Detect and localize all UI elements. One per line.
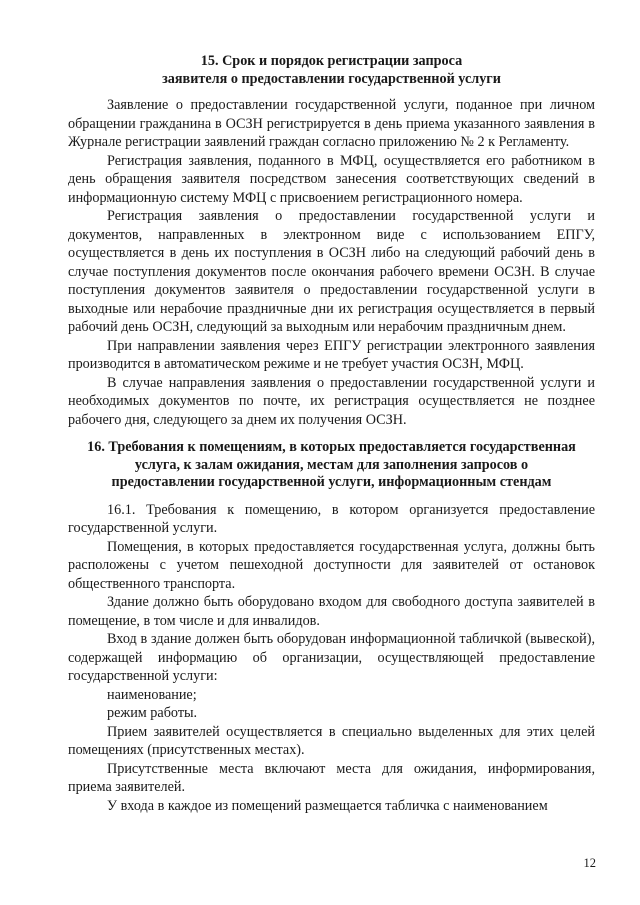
paragraph: Помещения, в которых предоставляется государственная услуга, должны быть расположены с учетом пешеходной доступности для заявителей от остановок общественного транспорта. [68,538,595,592]
section-16-title [68,439,595,492]
paragraph: При направлении заявления через ЕПГУ регистрации электронного заявления производится в автоматическом режиме и не требует участия ОСЗН, МФЦ. [68,337,595,372]
section-16 [68,439,595,815]
paragraph: Здание должно быть оборудовано входом для свободного доступа заявителей в помещение, в том числе и для инвалидов. [68,594,595,629]
paragraph: Присутственные места включают места для ожидания, информирования, приема заявителей. [68,760,595,795]
section-15-title-line-2: заявителя о предоставлении государственной услуги [162,71,501,87]
page-number: 12 [583,856,596,870]
paragraph: У входа в каждое из помещений размещается табличка с наименованием [107,797,548,814]
section-16-title-line-1: 16. Требования к помещениям, в которых предоставляется государственная [87,439,576,455]
list-item: наименование; [107,686,197,703]
document-page [68,52,595,815]
section-15-title [68,52,595,88]
section-15-title-line-1: 15. Срок и порядок регистрации запроса [200,53,463,69]
paragraph: Регистрация заявления, поданного в МФЦ, осуществляется его работником в день обращения заявителя посредством занесения соответствующих сведений в информационную систему МФЦ с присвоением регистрационного номера. [68,152,595,206]
paragraph: 16.1. Требования к помещению, в котором организуется предоставление государственной услуги. [68,501,595,536]
paragraph: В случае направления заявления о предоставлении государственной услуги и необходимых документов по почте, их регистрация осуществляется не позднее рабочего дня, следующего за днем их получения ОСЗН. [68,374,595,428]
paragraph: Регистрация заявления о предоставлении государственной услуги и документов, направленных в электронном виде с использованием ЕПГУ, осуществляется в день их поступления в ОСЗН либо на следующий рабочий день в случае поступления документов после окончания рабочего времени ОСЗН. В случае поступления документов заявителя о предоставлении государственной услуги в выходные или нерабочие праздничные дни их регистрация осуществляется в первый рабочий день ОСЗН, следующий за выходным или нерабочим праздничным днем. [68,208,595,335]
list-item: режим работы. [107,705,198,721]
paragraph: Прием заявителей осуществляется в специально выделенных для этих целей помещениях (присутственных местах). [68,723,595,758]
paragraph: Заявление о предоставлении государственной услуги, поданное при личном обращении гражданина в ОСЗН регистрируется в день приема указанного заявления в Журнале регистрации заявлений граждан согласно приложению № 2 к Регламенту. [68,97,595,150]
section-15 [68,52,595,429]
section-16-title-line-3: предоставлении государственной услуги, информационным стендам [111,474,552,490]
section-16-title-line-2: услуга, к залам ожидания, местам для заполнения запросов о [134,456,529,473]
paragraph: Вход в здание должен быть оборудован информационной табличкой (вывеской), содержащей информацию об организации, осуществляющей предоставление государственной услуги: [68,631,595,684]
